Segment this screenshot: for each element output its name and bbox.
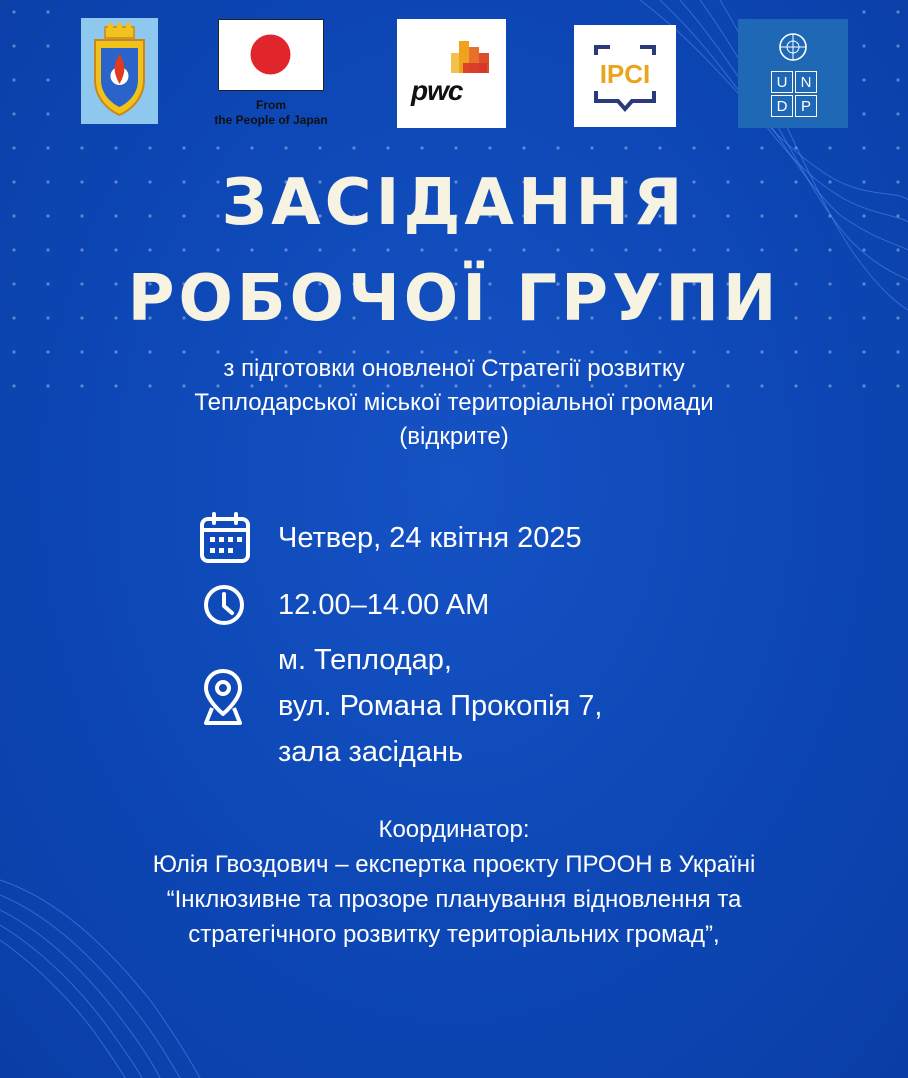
coordinator-block (0, 812, 908, 952)
address-line1: м. Теплодар, (278, 644, 452, 676)
clock-icon (203, 584, 245, 626)
event-date: Четвер, 24 квітня 2025 (278, 522, 582, 554)
subtitle (0, 352, 908, 454)
ipci-wordmark: IPCI (599, 59, 651, 89)
undp-letter: P (795, 95, 817, 117)
coordinator-line1: Юлія Гвоздович – експертка проєкту ПРООН в Україні (152, 851, 756, 878)
japan-caption-line2: the People of Japan (214, 113, 328, 127)
event-time: 12.00–14.00 AM (278, 589, 490, 621)
coordinator-heading: Координатор: (378, 816, 530, 843)
address-line3: зала засідань (278, 736, 464, 768)
japan-flag-logo (218, 19, 324, 91)
calendar-icon (199, 512, 251, 564)
japan-caption (205, 98, 337, 128)
teplodar-coat-of-arms-logo (81, 18, 158, 124)
subtitle-line2: Теплодарської міської територіальної громади (194, 389, 714, 416)
subtitle-line1: з підготовки оновленої Стратегії розвитку (223, 355, 685, 382)
title-line2: РОБОЧОЇ ГРУПИ (127, 262, 781, 336)
subtitle-line3: (відкрите) (399, 423, 509, 450)
undp-letter-grid (771, 71, 817, 117)
pwc-logo (397, 19, 506, 128)
undp-letter: D (771, 95, 793, 117)
pwc-wordmark: pwc (411, 75, 463, 106)
title-line1: ЗАСІДАННЯ (221, 166, 687, 240)
ipci-logo (574, 25, 676, 127)
undp-logo (738, 19, 848, 128)
coordinator-line3: стратегічного розвитку територіальних громад”, (188, 921, 720, 948)
location-pin-icon (202, 668, 244, 726)
address-line2: вул. Романа Прокопія 7, (278, 690, 603, 722)
undp-letter: N (795, 71, 817, 93)
japan-caption-line1: From (256, 98, 286, 112)
undp-letter: U (771, 71, 793, 93)
coordinator-line2: “Інклюзивне та прозоре планування відновлення та (166, 886, 742, 913)
